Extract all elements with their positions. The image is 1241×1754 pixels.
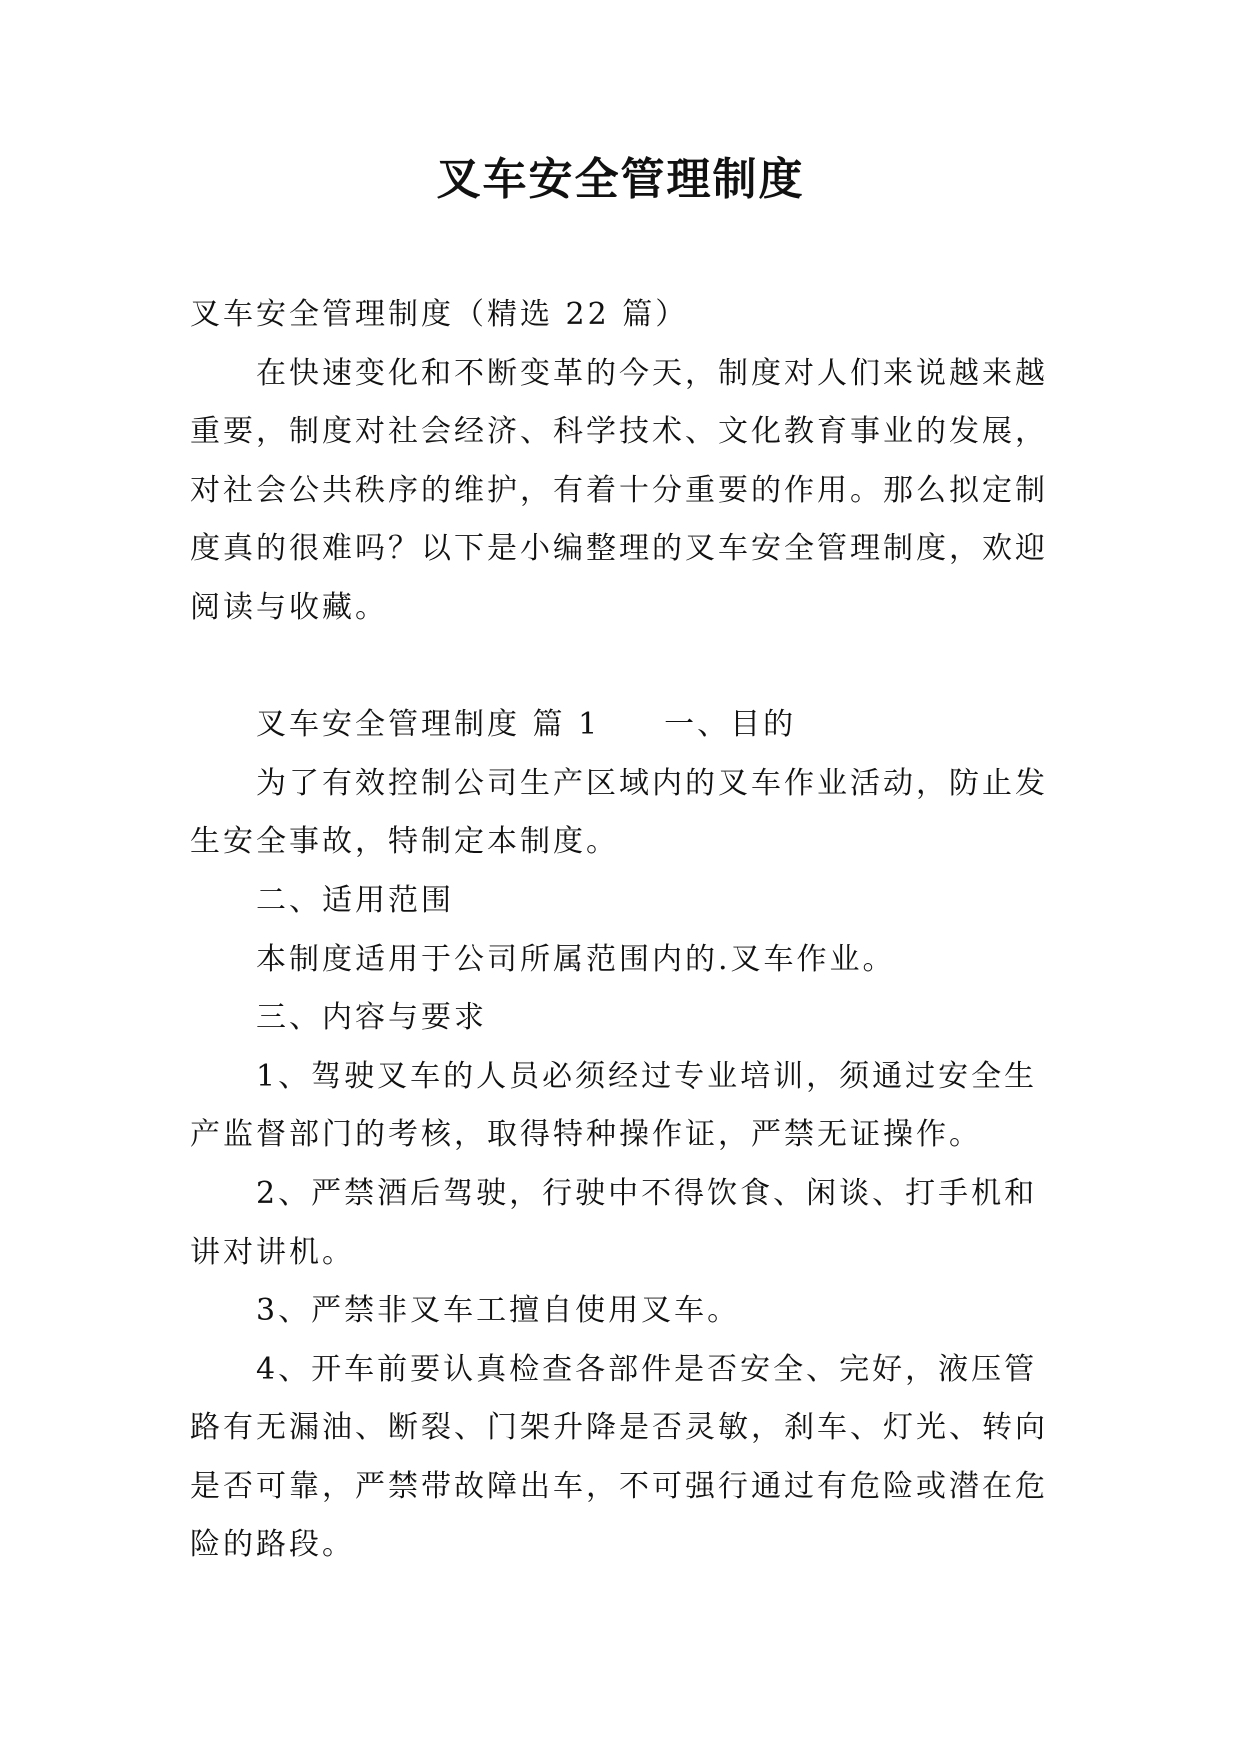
body-line: 是否可靠，严禁带故障出车，不可强行通过有危险或潜在危 [190, 1468, 1048, 1504]
section-heading: 叉车安全管理制度 篇 1 [256, 707, 601, 743]
intro-paragraph-line: 重要，制度对社会经济、科学技术、文化教育事业的发展， [190, 414, 1048, 450]
paragraph-spacer [190, 638, 1050, 697]
intro-paragraph-line: 度真的很难吗？以下是小编整理的叉车安全管理制度，欢迎 [190, 531, 1048, 567]
section-item-requirements: 三、内容与要求 [256, 1000, 487, 1036]
intro-paragraph-line: 对社会公共秩序的维护，有着十分重要的作用。那么拟定制 [190, 472, 1048, 508]
document-title: 叉车安全管理制度 [436, 154, 805, 205]
rule-item-4: 4、开车前要认真检查各部件是否安全、完好，液压管 [256, 1351, 1038, 1387]
body-line: 险的路段。 [190, 1527, 355, 1563]
section-item-purpose: 一、目的 [664, 707, 797, 743]
section-item-scope: 二、适用范围 [256, 882, 454, 918]
body-line: 本制度适用于公司所属范围内的.叉车作业。 [256, 941, 896, 977]
body-line: 生安全事故，特制定本制度。 [190, 824, 619, 860]
intro-paragraph-line: 在快速变化和不断变革的今天，制度对人们来说越来越 [256, 355, 1048, 391]
rule-item-1: 1、驾驶叉车的人员必须经过专业培训，须通过安全生 [256, 1058, 1038, 1094]
body-line: 为了有效控制公司生产区域内的叉车作业活动，防止发 [256, 765, 1048, 801]
rule-item-3: 3、严禁非叉车工擅自使用叉车。 [256, 1293, 741, 1329]
document-subtitle: 叉车安全管理制度（精选 22 篇） [190, 297, 689, 332]
rule-item-2: 2、严禁酒后驾驶，行驶中不得饮食、闲谈、打手机和 [256, 1175, 1038, 1211]
document-body [190, 286, 1050, 1575]
intro-paragraph-line: 阅读与收藏。 [190, 589, 388, 625]
body-line: 讲对讲机。 [190, 1234, 355, 1270]
body-line: 产监督部门的考核，取得特种操作证，严禁无证操作。 [190, 1117, 982, 1153]
section-heading-line [190, 696, 1050, 755]
body-line: 路有无漏油、断裂、门架升降是否灵敏，刹车、灯光、转向 [190, 1410, 1048, 1446]
